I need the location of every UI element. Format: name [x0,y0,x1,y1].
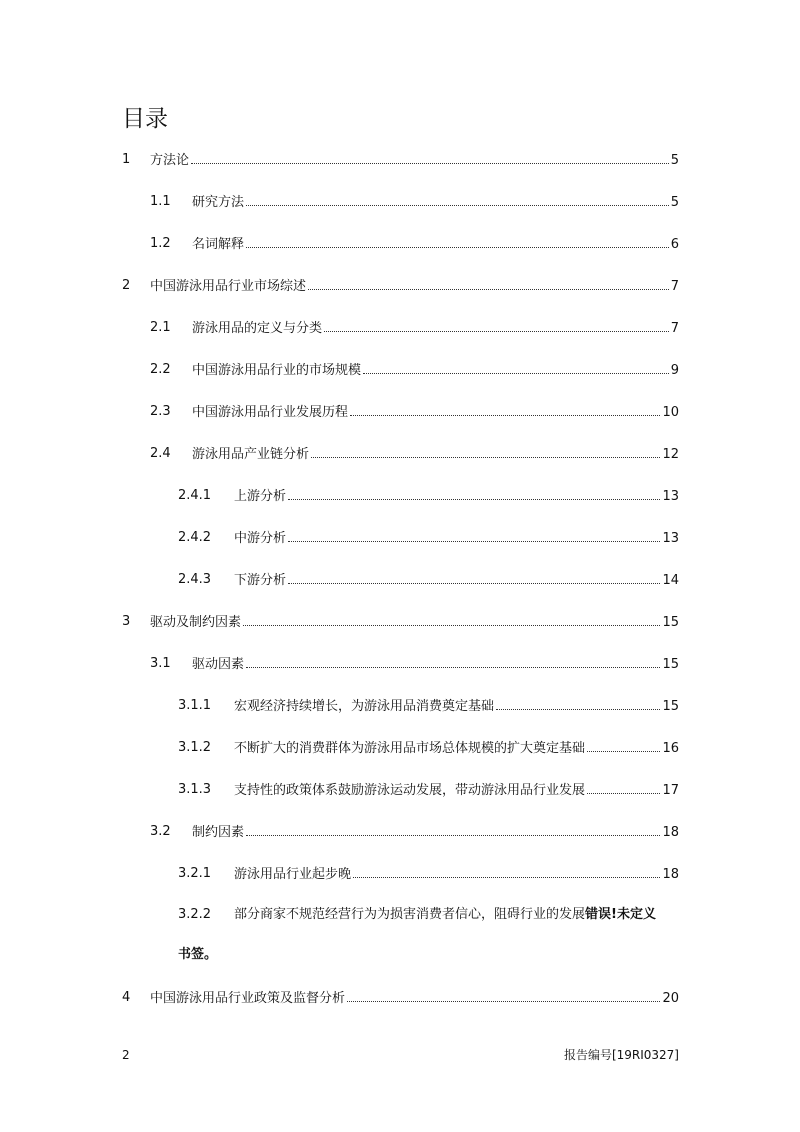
toc-entry-number: 3 [122,614,131,629]
toc-entry-page: 9 [670,363,679,378]
dot-leader [311,444,660,458]
page-number: 2 [122,1048,130,1062]
toc-entry-page: 18 [662,867,679,882]
error-text-continued: 书签。 [178,947,218,962]
toc-entry[interactable] [0,654,800,674]
toc-entry-label: 方法论 [150,153,190,168]
toc-entry-label: 支持性的政策体系鼓励游泳运动发展，带动游泳用品行业发展 [234,783,586,798]
toc-entry-number: 2.4 [150,446,171,461]
toc-entry-page: 15 [662,615,679,630]
toc-entry-number: 1.1 [150,194,171,209]
toc-entry[interactable] [0,988,800,1008]
toc-entry-number: 3.1.3 [178,782,212,797]
dot-leader [288,570,660,584]
toc-entry[interactable] [0,402,800,422]
dot-leader [191,150,669,164]
toc-entry-number: 4 [122,990,131,1005]
dot-leader [587,738,660,752]
toc-entry[interactable] [0,192,800,212]
dot-leader [246,654,660,668]
toc-entry[interactable] [0,360,800,380]
toc-entry-label: 中国游泳用品行业政策及监督分析 [150,991,346,1006]
report-id: 报告编号[19RI0327] [563,1048,679,1062]
toc-entry[interactable] [0,612,800,632]
error-text: 错误!未定义 [585,907,656,922]
toc-entry-page: 6 [670,237,679,252]
toc-entry-label: 驱动及制约因素 [150,615,242,630]
toc-entry[interactable] [0,486,800,506]
toc-entry-page: 7 [670,321,679,336]
toc-entry-number: 3.1.1 [178,698,212,713]
toc-entry-label: 游泳用品行业起步晚 [234,867,352,882]
toc-entry-page: 14 [662,573,679,588]
toc-entry-number: 2.2 [150,362,171,377]
toc-entry[interactable] [0,150,800,170]
toc-entry-label: 游泳用品的定义与分类 [192,321,323,336]
toc-entry-number: 2.4.2 [178,530,212,545]
dot-leader [246,234,669,248]
toc-entry-number: 2.4.1 [178,488,212,503]
toc-entry-label: 游泳用品产业链分析 [192,447,310,462]
toc-entry-number: 2.4.3 [178,572,212,587]
toc-entry-label: 中国游泳用品行业的市场规模 [192,363,362,378]
toc-entry-number: 2.1 [150,320,171,335]
dot-leader [363,360,669,374]
toc-entry-page: 7 [670,279,679,294]
toc-entry[interactable] [0,822,800,842]
dot-leader [246,192,669,206]
toc-entry-page: 12 [662,447,679,462]
toc-entry-label: 上游分析 [234,489,287,504]
toc-entry-number: 2 [122,278,131,293]
toc-entry-page: 5 [670,195,679,210]
dot-leader [324,318,669,332]
toc-entry-number: 3.2.2 [178,907,212,922]
toc-entry-page: 10 [662,405,679,420]
dot-leader [587,780,660,794]
toc-entry-number: 3.2.1 [178,866,212,881]
toc-entry-page: 20 [662,991,679,1006]
toc-entry-page: 15 [662,657,679,672]
dot-leader [347,988,660,1002]
toc-entry-number: 1.2 [150,236,171,251]
toc-entry-page: 15 [662,699,679,714]
toc-entry[interactable] [0,696,800,716]
dot-leader [288,528,660,542]
toc-entry-page: 13 [662,531,679,546]
toc-entry-page: 16 [662,741,679,756]
toc-entry[interactable] [0,780,800,800]
toc-entry-number: 3.1.2 [178,740,212,755]
toc-entry-number: 3.2 [150,824,171,839]
toc-entry-label: 中国游泳用品行业市场综述 [150,279,307,294]
toc-entry[interactable] [0,528,800,548]
dot-leader [288,486,660,500]
dot-leader [243,612,660,626]
toc-entry[interactable] [0,276,800,296]
toc-entry[interactable] [0,570,800,590]
toc-entry[interactable] [0,444,800,464]
toc-entry-label: 研究方法 [192,195,245,210]
dot-leader [350,402,660,416]
toc-entry-label: 中游分析 [234,531,287,546]
dot-leader [353,864,660,878]
toc-entry-label: 不断扩大的消费群体为游泳用品市场总体规模的扩大奠定基础 [234,741,586,756]
toc-entry-page: 18 [662,825,679,840]
toc-entry-number: 2.3 [150,404,171,419]
toc-entry-label: 下游分析 [234,573,287,588]
toc-entry-label: 中国游泳用品行业发展历程 [192,405,349,420]
dot-leader [246,822,660,836]
toc-entry-label: 名词解释 [192,237,245,252]
dot-leader [496,696,660,710]
toc-entry[interactable] [0,318,800,338]
toc-entry[interactable] [0,864,800,884]
dot-leader [308,276,669,290]
toc-entry-number: 3.1 [150,656,171,671]
toc-entry-page: 5 [670,153,679,168]
toc-entry[interactable] [0,234,800,254]
toc-entry-label: 制约因素 [192,825,245,840]
toc-entry-page: 17 [662,783,679,798]
toc-title: 目录 [122,106,168,132]
toc-entry[interactable] [0,738,800,758]
toc-entry-label: 驱动因素 [192,657,245,672]
toc-entry-page: 13 [662,489,679,504]
toc-entry-number: 1 [122,152,131,167]
toc-entry-label: 部分商家不规范经营行为为损害消费者信心，阻碍行业的发展错误!未定义 [234,907,656,922]
toc-entry-label: 宏观经济持续增长，为游泳用品消费奠定基础 [234,699,495,714]
